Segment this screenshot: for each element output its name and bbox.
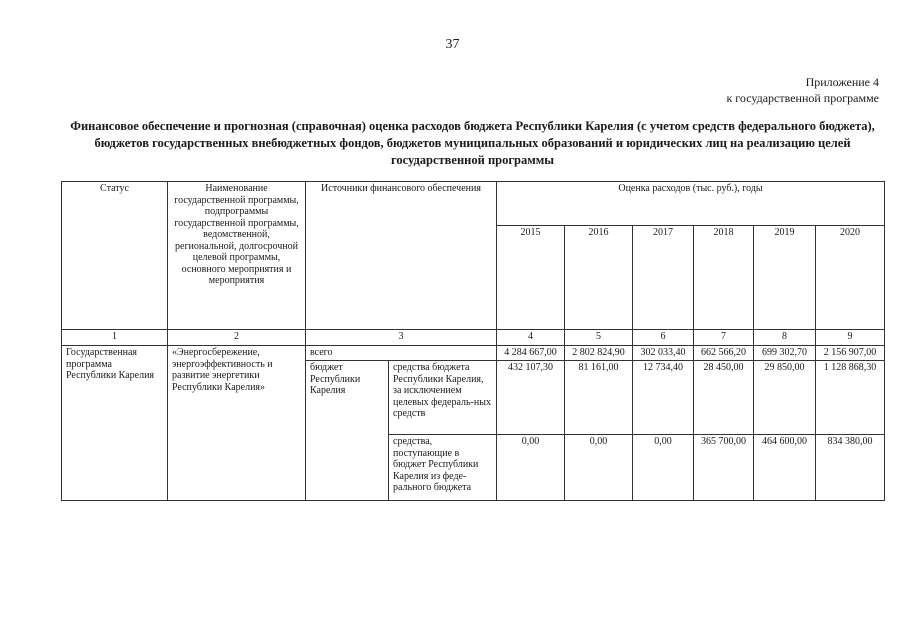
col-number-4: 4	[497, 330, 565, 346]
total-2015: 4 284 667,00	[497, 346, 565, 361]
total-2016: 2 802 824,90	[565, 346, 633, 361]
col-number-1: 1	[62, 330, 168, 346]
federal-2015: 0,00	[497, 435, 565, 501]
total-2017: 302 033,40	[633, 346, 694, 361]
federal-2019: 464 600,00	[754, 435, 816, 501]
col-number-9: 9	[816, 330, 885, 346]
header-name: Наименование государственной программы, подпрограммы государственной программы, ведомственной, региональной, долгосрочной целевой программы, основного мероприятия и мероприятия	[168, 182, 306, 330]
financing-table	[61, 181, 885, 501]
federal-funds-label: средства, поступающие в бюджет Республики Карелия из феде-рального бюджета	[389, 435, 497, 501]
col-number-7: 7	[694, 330, 754, 346]
federal-2018: 365 700,00	[694, 435, 754, 501]
column-numbers-row	[62, 330, 885, 346]
regional-2020: 1 128 868,30	[816, 361, 885, 435]
col-number-3: 3	[306, 330, 497, 346]
year-2017: 2017	[633, 226, 694, 330]
header-sources: Источники финансового обеспечения	[306, 182, 497, 330]
col-number-5: 5	[565, 330, 633, 346]
appendix-line-2: к государственной программе	[726, 91, 879, 105]
year-2018: 2018	[694, 226, 754, 330]
federal-2016: 0,00	[565, 435, 633, 501]
program-status: Государственная программа Республики Карелия	[62, 346, 168, 501]
budget-label-continued	[306, 435, 389, 501]
regional-2015: 432 107,30	[497, 361, 565, 435]
col-number-2: 2	[168, 330, 306, 346]
federal-2017: 0,00	[633, 435, 694, 501]
table-row-total	[62, 346, 885, 361]
appendix-line-1: Приложение 4	[805, 75, 879, 89]
total-2018: 662 566,20	[694, 346, 754, 361]
regional-2017: 12 734,40	[633, 361, 694, 435]
header-estimate: Оценка расходов (тыс. руб.), годы	[497, 182, 885, 226]
header-row-1	[62, 182, 885, 226]
budget-label: бюджет Республики Карелия	[306, 361, 389, 435]
regional-funds-label: средства бюджета Республики Карелия, за исключением целевых федераль-ных средств	[389, 361, 497, 435]
total-label: всего	[306, 346, 497, 361]
total-2019: 699 302,70	[754, 346, 816, 361]
year-2016: 2016	[565, 226, 633, 330]
col-number-6: 6	[633, 330, 694, 346]
document-title: Финансовое обеспечение и прогнозная (справочная) оценка расходов бюджета Республики Карелия (с учетом средств федерального бюджета), бюджетов государственных внебюджетных фондов, бюджетов муниципальных образований и юридических лиц на реализацию целей государственной программы	[70, 119, 875, 167]
page-number: 37	[445, 37, 460, 52]
header-status: Статус	[62, 182, 168, 330]
federal-2020: 834 380,00	[816, 435, 885, 501]
year-2015: 2015	[497, 226, 565, 330]
year-2020: 2020	[816, 226, 885, 330]
total-2020: 2 156 907,00	[816, 346, 885, 361]
col-number-8: 8	[754, 330, 816, 346]
regional-2019: 29 850,00	[754, 361, 816, 435]
regional-2018: 28 450,00	[694, 361, 754, 435]
appendix-note	[726, 74, 879, 106]
program-name: «Энергосбережение, энергоэффективность и развитие энергетики Республики Карелия»	[168, 346, 306, 501]
regional-2016: 81 161,00	[565, 361, 633, 435]
year-2019: 2019	[754, 226, 816, 330]
